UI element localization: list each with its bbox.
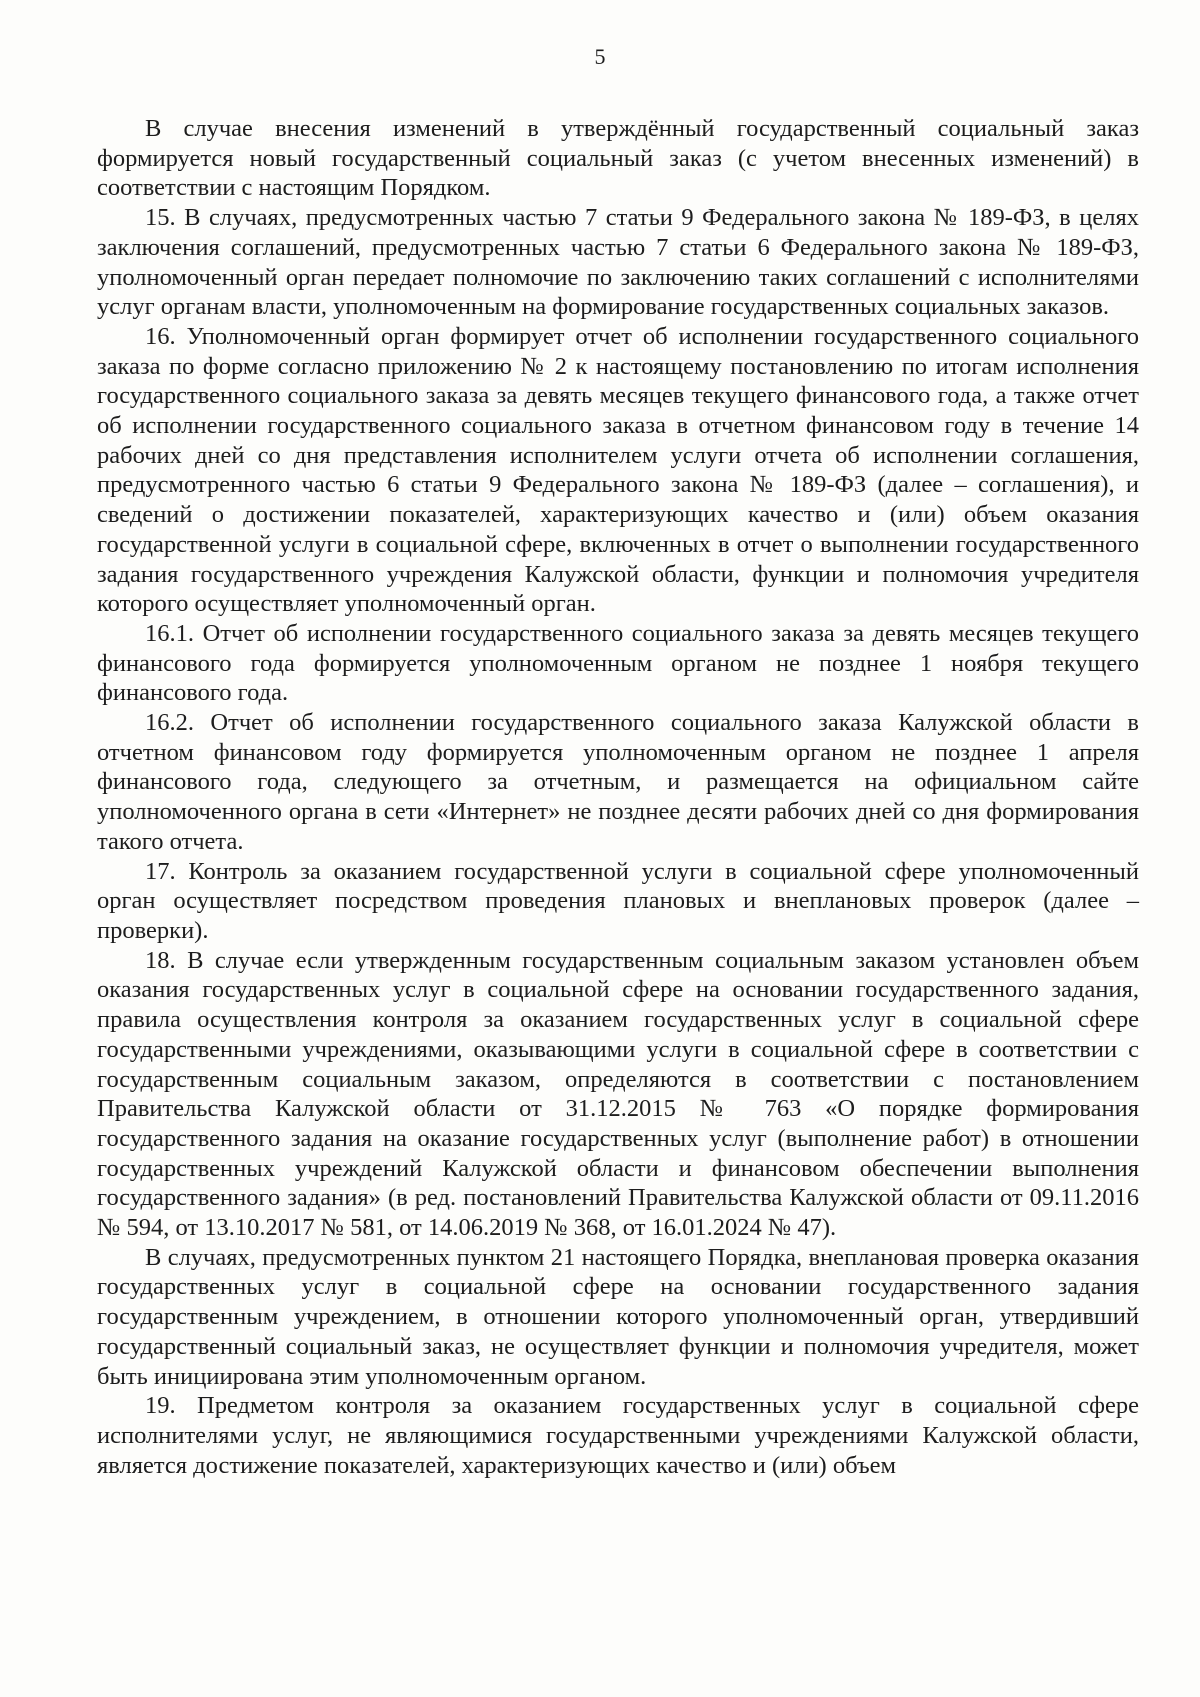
paragraph-order-changes: В случае внесения изменений в утверждённый государственный социальный заказ формируется новый государственный социальный заказ (с учетом внесенных изменений) в соответствии с настоящим Порядком. <box>97 115 1139 202</box>
document-body <box>97 114 1139 1480</box>
paragraph-19: 19. Предметом контроля за оказанием государственных услуг в социальной сфере исполнителями услуг, не являющимися государственными учреждениями Калужской области, является достижение показателей, характеризующих качество и (или) объем <box>97 1392 1139 1479</box>
paragraph-16-1: 16.1. Отчет об исполнении государственного социального заказа за девять месяцев текущего финансового года формируется уполномоченным органом не позднее 1 ноября текущего финансового года. <box>97 619 1139 707</box>
paragraph-unscheduled-inspection: В случаях, предусмотренных пунктом 21 настоящего Порядка, внеплановая проверка оказания государственных услуг в социальной сфере на основании государственного задания государственным учреждением, в отношении которого уполномоченный орган, утвердивший государственный социальный заказ, не осуществляет функции и полномочия учредителя, может быть инициирована этим уполномоченным органом. <box>97 1243 1139 1390</box>
paragraph-18: 18. В случае если утвержденным государственным социальным заказом установлен объем оказания государственных услуг в социальной сфере на основании государственного задания, правила осуществления контроля за оказанием государственных услуг в социальной сфере государственными учреждениями, оказывающими услуги в социальной сфере в соответствии с государственным социальным заказом, определяются в соответствии с постановлением Правительства Калужской области от 31.12.2015 № 763 «О порядке формирования государственного задания на оказание государственных услуг (выполнение работ) в отношении государственных учреждений Калужской области и финансовом обеспечении выполнения государственного задания» (в ред. постановлений Правительства Калужской области от 09.11.2016 № 594, от 13.10.2017 № 581, от 14.06.2019 № 368, от 16.01.2024 № 47). <box>97 946 1139 1242</box>
page-number: 5 <box>594 44 606 69</box>
paragraph-15: 15. В случаях, предусмотренных частью 7 статьи 9 Федерального закона № 189-ФЗ, в целях заключения соглашений, предусмотренных частью 7 статьи 6 Федерального закона № 189-ФЗ, уполномоченный орган передает полномочие по заключению таких соглашений с исполнителями услуг органам власти, уполномоченным на формирование государственных социальных заказов. <box>97 204 1139 321</box>
paragraph-17: 17. Контроль за оказанием государственной услуги в социальной сфере уполномоченный орган осуществляет посредством проведения плановых и внеплановых проверок (далее – проверки). <box>97 857 1139 944</box>
paragraph-16-2: 16.2. Отчет об исполнении государственного социального заказа Калужской области в отчетном финансовом году формируется уполномоченным органом не позднее 1 апреля финансового года, следующего за отчетным, и размещается на официальном сайте уполномоченного органа в сети «Интернет» не позднее десяти рабочих дней со дня формирования такого отчета. <box>97 709 1139 855</box>
paragraph-16: 16. Уполномоченный орган формирует отчет об исполнении государственного социального заказа по форме согласно приложению № 2 к настоящему постановлению по итогам исполнения государственного социального заказа за девять месяцев текущего финансового года, а также отчет об исполнении государственного социального заказа в отчетном финансовом году в течение 14 рабочих дней со дня представления исполнителем услуги отчета об исполнении соглашения, предусмотренного частью 6 статьи 9 Федерального закона № 189-ФЗ (далее – соглашения), и сведений о достижении показателей, характеризующих качество и (или) объем оказания государственной услуги в социальной сфере, включенных в отчет о выполнении государственного задания государственного учреждения Калужской области, функции и полномочия учредителя которого осуществляет уполномоченный орган. <box>97 322 1139 618</box>
